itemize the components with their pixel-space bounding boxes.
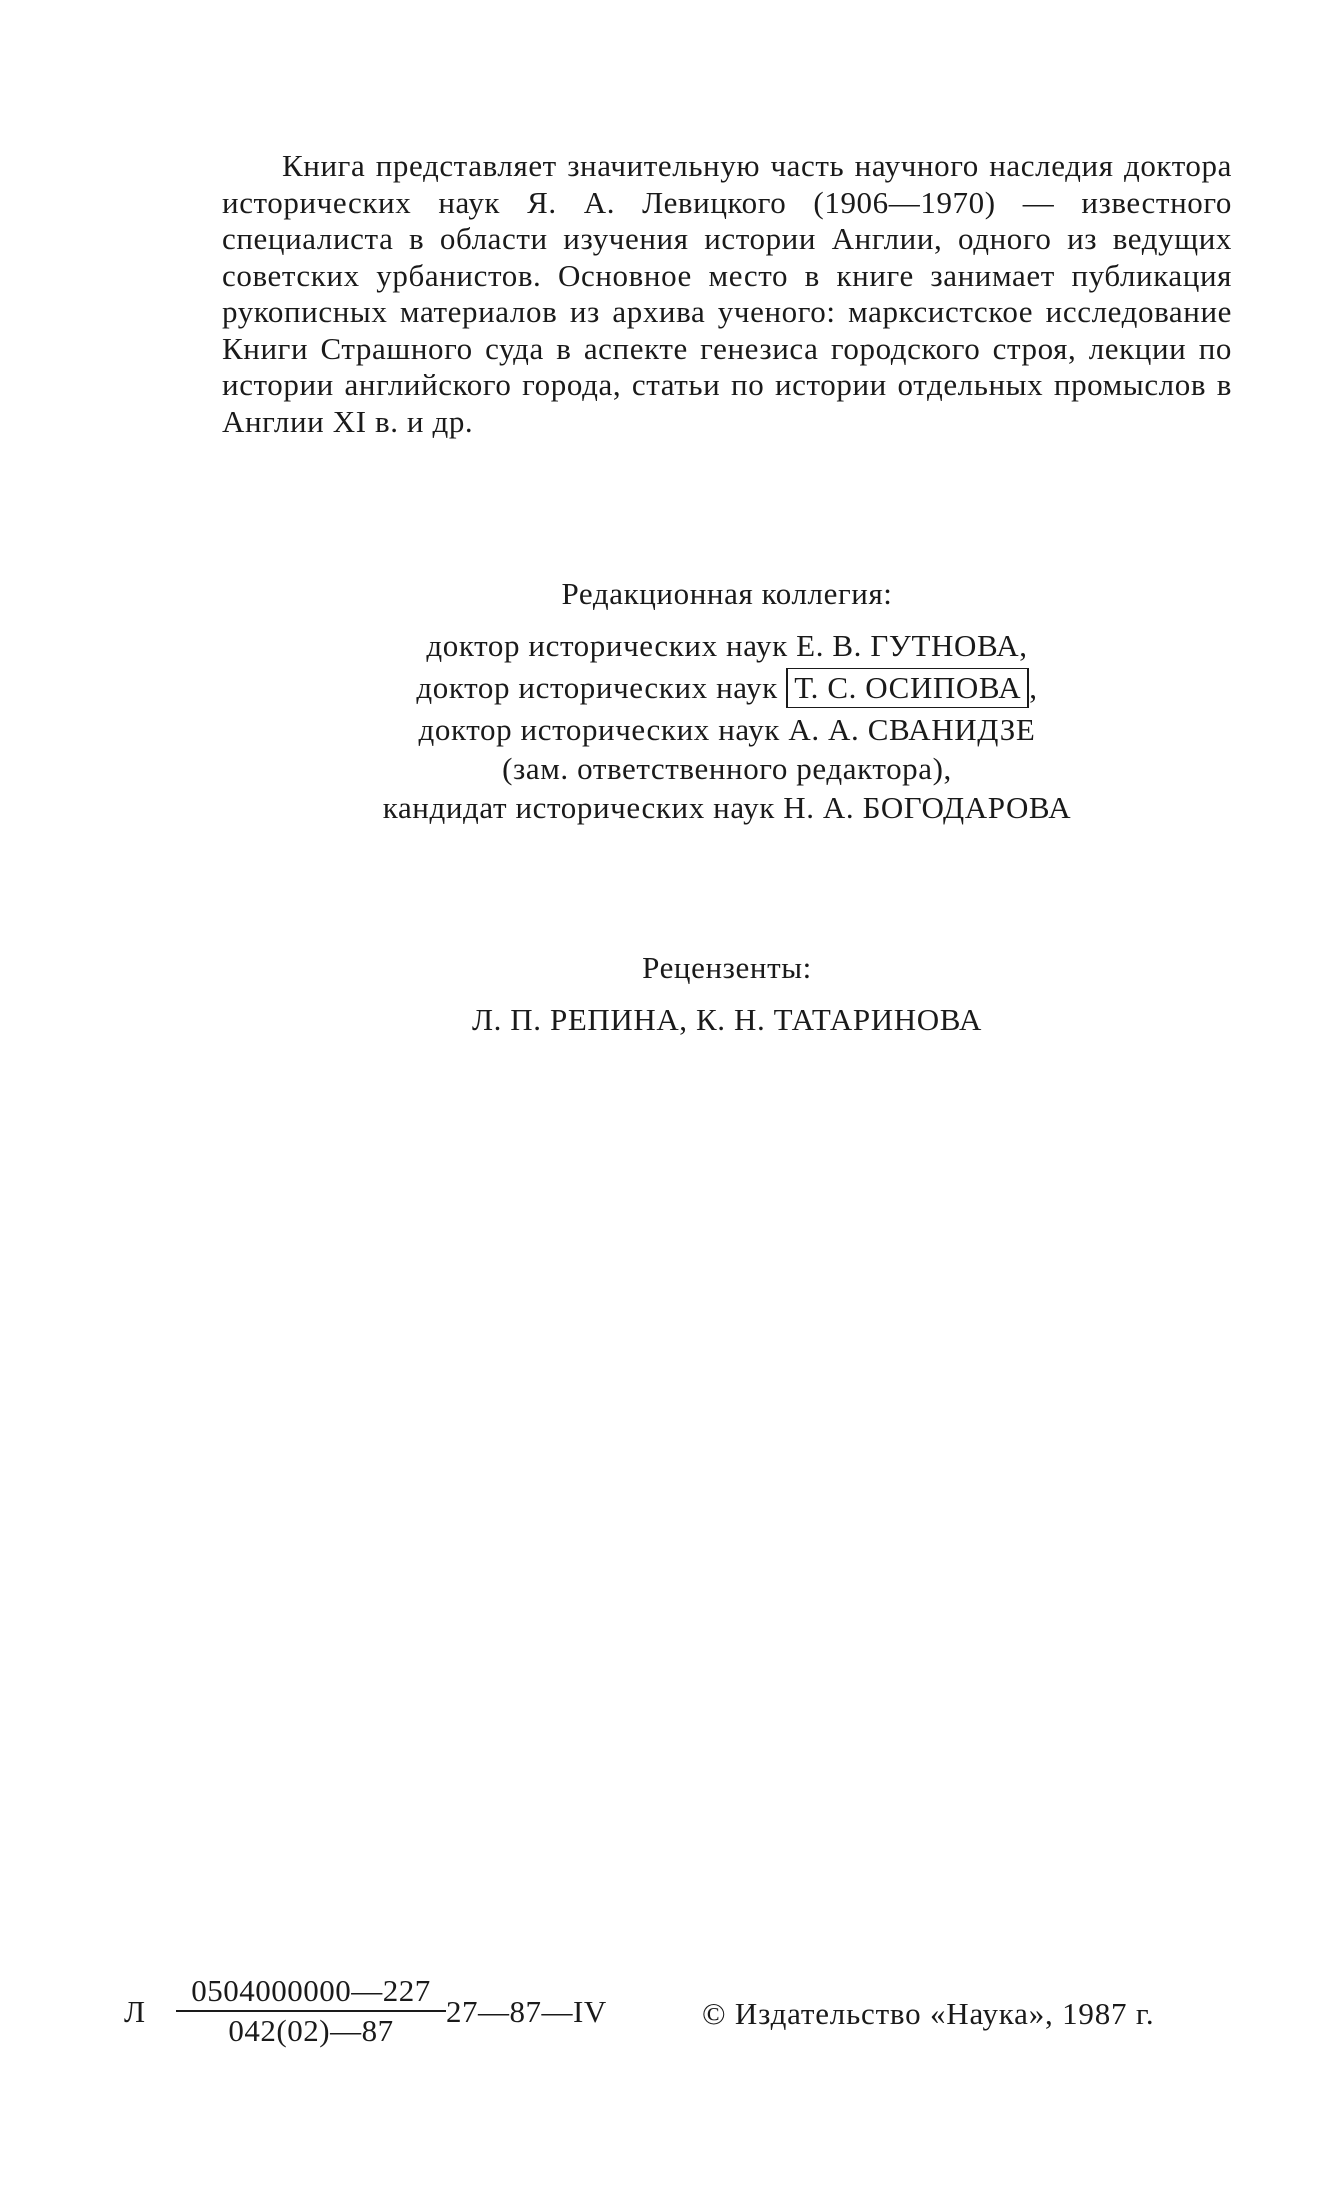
imprint-denominator: 042(02)—87 [228, 2013, 394, 2048]
imprint-numerator: 0504000000—227 [176, 1972, 446, 2012]
board-member-3-role [222, 751, 1232, 787]
board-member-2 [222, 667, 1232, 709]
member-title: доктор исторических наук [416, 670, 778, 705]
imprint-line [124, 1972, 1284, 2052]
reviewers-names: Л. П. РЕПИНА, К. Н. ТАТАРИНОВА [471, 1002, 983, 1037]
book-annotation: Книга представляет значительную часть научного наследия доктора исторических наук Я. А. Левицкого (1906—1970) — известного специалиста в области изучения истории Англии, одного из ведущих советских урбанистов. Основное место в книге занимает публикация рукописных материалов из архива ученого: марксистское исследование Книги Страшного суда в аспекте генезиса городского строя, лекции по истории английского города, статьи по истории отдельных промыслов в Англии XI в. и др. [222, 148, 1232, 439]
board-member-1 [222, 625, 1232, 667]
member-suffix: , [1029, 670, 1038, 705]
member-title: кандидат исторических наук [382, 790, 775, 825]
member-name: Т. С. ОСИПОВА [794, 670, 1022, 705]
editorial-board-heading: Редакционная коллегия: [561, 576, 893, 611]
member-title: доктор исторических наук [418, 712, 780, 747]
member-role: (зам. ответственного редактора), [502, 751, 952, 786]
copyright-notice: © Издательство «Наука», 1987 г. [702, 1996, 1155, 2031]
memorial-frame [786, 668, 1029, 708]
imprint-code: 27—87—IV [446, 1994, 607, 2029]
board-member-4 [222, 787, 1232, 829]
member-name: Е. В. ГУТНОВА [796, 628, 1020, 663]
imprint-index-fraction [176, 1972, 446, 2050]
member-name: Н. А. БОГОДАРОВА [783, 790, 1072, 825]
member-name: А. А. СВАНИДЗЕ [788, 712, 1036, 747]
imprint-letter: Л [124, 1994, 146, 2029]
editorial-board [222, 573, 1232, 829]
reviewers-heading: Рецензенты: [642, 950, 812, 985]
reviewers [222, 942, 1232, 1046]
board-member-3 [222, 709, 1232, 751]
member-suffix: , [1019, 628, 1028, 663]
member-title: доктор исторических наук [426, 628, 788, 663]
